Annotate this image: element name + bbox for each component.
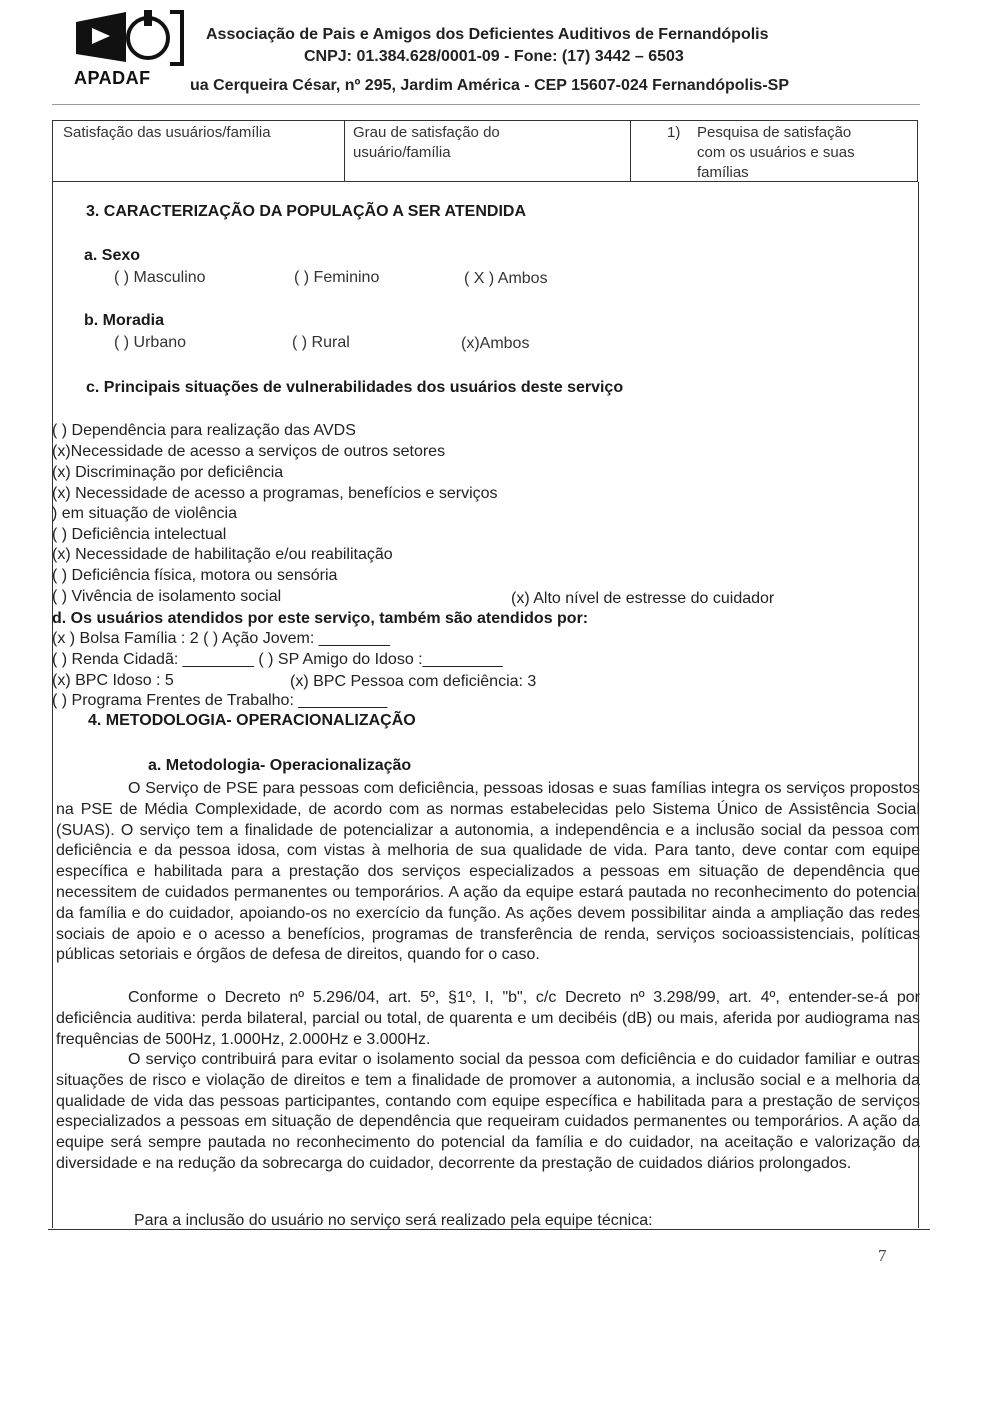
address-line: ua Cerqueira César, nº 295, Jardim América - CEP 15607-024 Fernandópolis-SP bbox=[190, 77, 789, 94]
methodology-subheading: a. Metodologia- Operacionalização bbox=[148, 757, 412, 774]
cell-text-line: usuário/família bbox=[353, 144, 451, 161]
benefits-heading: d. Os usuários atendidos por este serviço, também são atendidos por: bbox=[52, 610, 589, 627]
table-cell-instrument bbox=[631, 121, 917, 181]
vulnerabilities-heading: c. Principais situações de vulnerabilidades dos usuários deste serviço bbox=[86, 379, 624, 396]
page-number: 7 bbox=[878, 1246, 887, 1265]
list-number: 1) bbox=[667, 124, 681, 141]
header-divider bbox=[52, 104, 920, 105]
list-item: (x) Discriminação por deficiência bbox=[52, 464, 284, 481]
organization-name: Associação de Pais e Amigos dos Deficientes Auditivos de Fernandópolis bbox=[206, 26, 769, 43]
section-3-heading: 3. CARACTERIZAÇÃO DA POPULAÇÃO A SER ATENDIDA bbox=[86, 203, 527, 220]
list-item: (x) Necessidade de habilitação e/ou reabilitação bbox=[52, 546, 393, 563]
option-urbano: ( ) Urbano bbox=[114, 334, 187, 351]
table-cell-measure bbox=[345, 121, 631, 181]
option-ambos-moradia: (x)Ambos bbox=[461, 335, 530, 352]
paragraph: Conforme o Decreto nº 5.296/04, art. 5º, §1º, I, "b", c/c Decreto nº 3.298/99, art. 4º, entender-se-á por deficiência auditiva: perda bilateral, parcial ou total, de quarenta e um decibéis (dB) ou mais, aferida por audiograma nas frequências de 500Hz, 1.000Hz, 2.000Hz e 3.000Hz. bbox=[56, 989, 920, 1048]
list-item: (x) Necessidade de acesso a programas, benefícios e serviços bbox=[52, 485, 498, 502]
list-item: ( ) Deficiência intelectual bbox=[52, 526, 227, 543]
logo-wordmark: APADAF bbox=[74, 68, 151, 88]
paragraph: O serviço contribuirá para evitar o isolamento social da pessoa com deficiência e do cuidador familiar e outras situações de risco e violação de direitos e tem a finalidade de promover a autonomia, a inclusão social e a melhoria da qualidade de vida das pessoas participantes, contando com equipe específica e habilitada para a prestação de serviços especializados a pessoas em situação de dependência que requeiram cuidados permanentes ou temporários. A ação da equipe será sempre pautada no reconhecimento do potencial da família e do cuidador, na aceitação e valorização da diversidade e na redução da sobrecarga do cuidador, decorrente da prestação de cuidados diários prolongados. bbox=[56, 1051, 920, 1172]
logo-emblem-icon bbox=[74, 8, 186, 68]
moradia-heading: b. Moradia bbox=[84, 312, 165, 329]
cell-text-line: Grau de satisfação do bbox=[353, 124, 500, 141]
sexo-heading: a. Sexo bbox=[84, 247, 141, 264]
list-item: ( ) Vivência de isolamento social bbox=[52, 588, 282, 605]
benefit-bpc-idoso: (x) BPC Idoso : 5 bbox=[52, 672, 174, 689]
cell-text-line: com os usuários e suas bbox=[697, 144, 855, 161]
cell-text-line: famílias bbox=[697, 164, 749, 181]
list-item: ) em situação de violência bbox=[52, 505, 237, 522]
cell-text-line: Pesquisa de satisfação bbox=[697, 124, 852, 141]
benefit-line: ( ) Programa Frentes de Trabalho: __________ bbox=[52, 692, 388, 709]
cnpj-phone-line: CNPJ: 01.384.628/0001-09 - Fone: (17) 3442 – 6503 bbox=[304, 48, 684, 65]
list-item: ( ) Dependência para realização das AVDS bbox=[52, 422, 356, 439]
closing-line: Para a inclusão do usuário no serviço será realizado pela equipe técnica: bbox=[134, 1212, 653, 1229]
benefit-bpc-deficiencia: (x) BPC Pessoa com deficiência: 3 bbox=[290, 673, 537, 690]
list-item: ( ) Deficiência física, motora ou sensória bbox=[52, 567, 338, 584]
benefit-line: (x ) Bolsa Família : 2 ( ) Ação Jovem: ________ bbox=[52, 630, 390, 647]
option-masculino: ( ) Masculino bbox=[114, 269, 206, 286]
table-cell-indicator bbox=[53, 121, 345, 181]
option-rural: ( ) Rural bbox=[292, 334, 350, 351]
cell-text: Satisfação das usuários/família bbox=[63, 124, 271, 141]
apadaf-logo bbox=[74, 8, 186, 88]
option-ambos-sexo: ( X ) Ambos bbox=[464, 270, 548, 287]
section-4-heading: 4. METODOLOGIA- OPERACIONALIZAÇÃO bbox=[88, 712, 416, 729]
list-item: (x) Alto nível de estresse do cuidador bbox=[511, 590, 775, 607]
benefit-line: ( ) Renda Cidadã: ________ ( ) SP Amigo do Idoso :_________ bbox=[52, 651, 503, 668]
option-feminino: ( ) Feminino bbox=[294, 269, 380, 286]
paragraph: O Serviço de PSE para pessoas com deficiência, pessoas idosas e suas famílias integra os serviços propostos na PSE de Média Complexidade, de acordo com as normas estabelecidas pelo Sistema Único de Assistência Social (SUAS). O serviço tem a finalidade de potencializar a autonomia, a independência e a inclusão social da pessoa com deficiência e da pessoa idosa, com vistas à melhoria de sua qualidade de vida. Para tanto, deve contar com equipe específica e habilitada para a prestação dos serviços especializados a pessoas em situação de dependência que necessitem de cuidados permanentes ou temporários. A ação da equipe estará pautada no reconhecimento do potencial da família e do cuidador, apoiando-os no exercício da função. As ações devem possibilitar ainda a ampliação das redes sociais de apoio e o acesso a benefícios, programas de transferência de renda, serviços socioassistenciais, políticas públicas setoriais e órgãos de defesa de direitos, quando for o caso. bbox=[56, 780, 920, 964]
evaluation-table-row bbox=[52, 120, 918, 182]
list-item: (x)Necessidade de acesso a serviços de outros setores bbox=[52, 443, 446, 460]
